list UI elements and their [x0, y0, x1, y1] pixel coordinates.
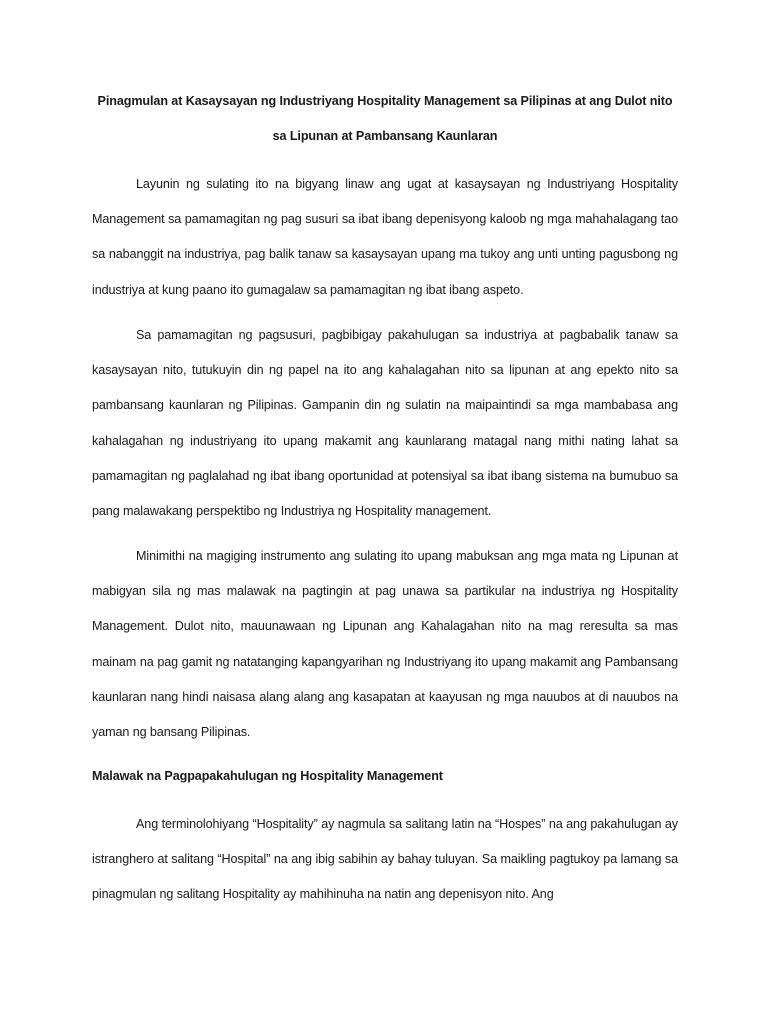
paragraph	[92, 318, 678, 529]
paragraph-text: Minimithi na magiging instrumento ang sulating ito upang mabuksan ang mga mata ng Lipunan at mabigyan sila ng mas malawak na pagtingin at pag unawa sa partikular na industriya ng Hospitality Management. Dulot nito, mauunawaan ng Lipunan ang Kahalagahan nito na mag reresulta sa mas mainam na pag gamit ng natatanging kapangyarihan ng Industriyang ito upang makamit ang Pambansang kaunlaran nang hindi naisasa alang alang ang kasapatan at kaayusan ng mga nauubos at di nauubos na yaman ng bansang Pilipinas.	[92, 549, 678, 740]
paragraph-text: Sa pamamagitan ng pagsusuri, pagbibigay pakahulugan sa industriya at pagbabalik tanaw sa kasaysayan nito, tutukuyin din ng papel na ito ang kahalagahan nito sa lipunan at ang epekto nito sa pambansang kaunlaran ng Pilipinas. Gampanin din ng sulatin na maipaintindi sa mga mambabasa ang kahalagahan ng industriyang ito upang makamit ang kaunlarang matagal nang mithi nating lahat sa pamamagitan ng paglalahad ng ibat ibang oportunidad at potensiyal sa ibat ibang sistema na bumubuo sa pang malawakang perspektibo ng Industriya ng Hospitality management.	[92, 328, 678, 519]
paragraph	[92, 539, 678, 750]
paragraph-text: Layunin ng sulating ito na bigyang linaw ang ugat at kasaysayan ng Industriyang Hospitality Management sa pamamagitan ng pag susuri sa ibat ibang depenisyong kaloob ng mga mahahalagang tao sa nabanggit na industriya, pag balik tanaw sa kasaysayan upang ma tukoy ang unti unting pagusbong ng industriya at kung paano ito gumagalaw sa pamamagitan ng ibat ibang aspeto.	[92, 177, 678, 297]
paragraph	[92, 807, 678, 913]
section-heading: Malawak na Pagpapakahulugan ng Hospitality Management	[92, 769, 443, 783]
document-title: Pinagmulan at Kasaysayan ng Industriyang Hospitality Management sa Pilipinas at ang Dulot nito sa Lipunan at Pambansang Kaunlaran	[97, 94, 673, 143]
paragraph-text: Ang terminolohiyang “Hospitality” ay nagmula sa salitang latin na “Hospes” na ang pakahulugan ay istranghero at salitang “Hospital” na ang ibig sabihin ay bahay tuluyan. Sa maikling pagtukoy pa lamang sa pinagmulan ng salitang Hospitality ay mahihinuha na natin ang depenisyon nito. Ang	[92, 817, 678, 902]
paragraph	[92, 167, 678, 308]
